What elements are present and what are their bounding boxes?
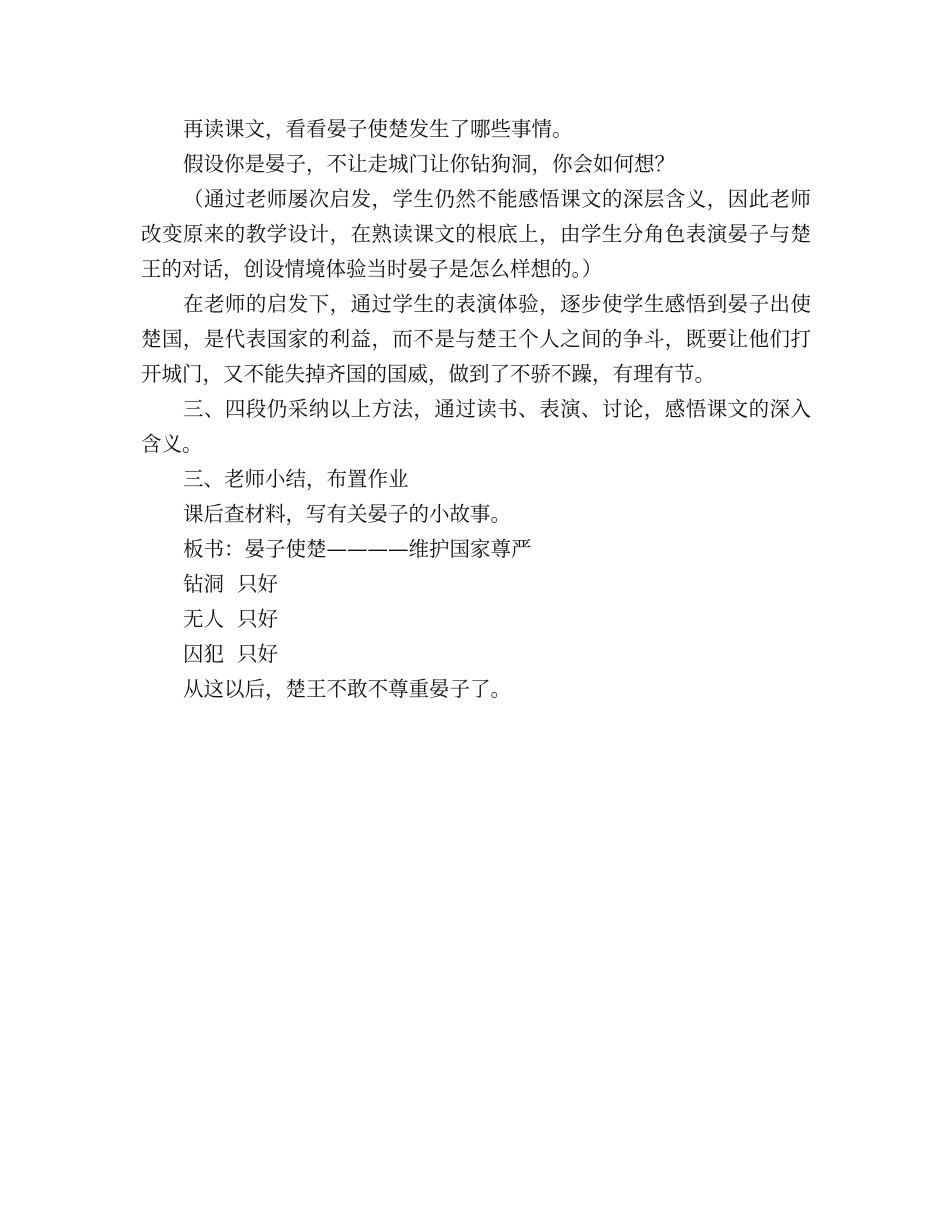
board-line-no-one: 无人 只好 [183, 607, 279, 631]
paragraph-homework: 课后查材料，写有关晏子的小故事。 [183, 502, 511, 526]
board-conclusion: 从这以后，楚王不敢不尊重晏子了。 [183, 677, 511, 701]
document-body [141, 112, 811, 707]
board-line-prisoner: 囚犯 只好 [183, 642, 279, 666]
board-heading: 板书：晏子使楚————维护国家尊严 [183, 537, 532, 561]
paragraph-teacher-note: （通过老师屡次启发，学生仍然不能感悟课文的深层含义，因此老师改变原来的教学设计，在熟读课文的根底上，由学生分角色表演晏子与楚王的对话，创设情境体验当时晏子是怎么样想的。） [141, 187, 811, 281]
paragraph-reread: 再读课文，看看晏子使楚发生了哪些事情。 [183, 117, 573, 141]
paragraph-sections-three-four: 三、四段仍采纳以上方法，通过读书、表演、讨论，感悟课文的深入含义。 [141, 397, 811, 456]
section-heading-summary: 三、老师小结，布置作业 [183, 467, 409, 491]
board-line-drill-hole: 钻洞 只好 [183, 572, 279, 596]
paragraph-question: 假设你是晏子，不让走城门让你钻狗洞，你会如何想？ [183, 152, 675, 176]
paragraph-performance: 在老师的启发下，通过学生的表演体验，逐步使学生感悟到晏子出使楚国，是代表国家的利益，而不是与楚王个人之间的争斗，既要让他们打开城门，又不能失掉齐国的国威，做到了不骄不躁，有理有节。 [141, 292, 811, 386]
